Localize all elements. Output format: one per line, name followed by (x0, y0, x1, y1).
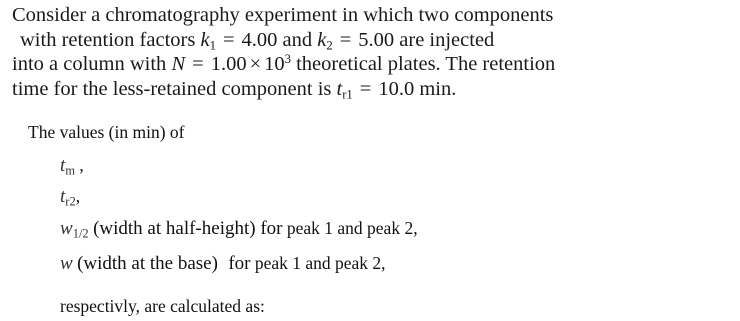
base-width-for: for (228, 253, 251, 274)
tm-item (60, 155, 84, 177)
tr2-separator: , (75, 186, 81, 206)
tr2-item (60, 186, 80, 208)
problem-statement (12, 3, 734, 101)
question-closing: respectivly, are calculated as: (60, 296, 265, 316)
half-width-item (60, 218, 418, 240)
tm-separator: , (79, 155, 84, 175)
half-width-tail: peak 1 and peak 2, (286, 218, 418, 238)
problem-line-4: time for the less-retained component is $t_{r1} = 10.0$ min. (12, 77, 457, 102)
tr2-symbol: $t_{r2}$ (60, 186, 76, 209)
half-width-description: (width at half-height) for (93, 218, 283, 239)
problem-line-2: with retention factors $k_1 = 4.00$ and $k_2 = 5.00$ are injected (20, 28, 495, 53)
base-width-tail: peak 1 and peak 2, (254, 253, 386, 273)
problem-line-1: Consider a chromatography experiment in which two components (12, 4, 554, 26)
base-width-symbol: w (60, 253, 73, 274)
tm-symbol: $t_m$ (60, 155, 76, 178)
base-width-description: (width at the base) (77, 253, 218, 274)
question-intro: The values (in min) of (28, 122, 185, 142)
problem-line-3: into a column with $N = 1.00 \times 10^3$ theoretical plates. The retention (12, 52, 556, 75)
base-width-item (60, 253, 386, 275)
half-width-symbol: $w_{1/2}$ (60, 218, 89, 241)
